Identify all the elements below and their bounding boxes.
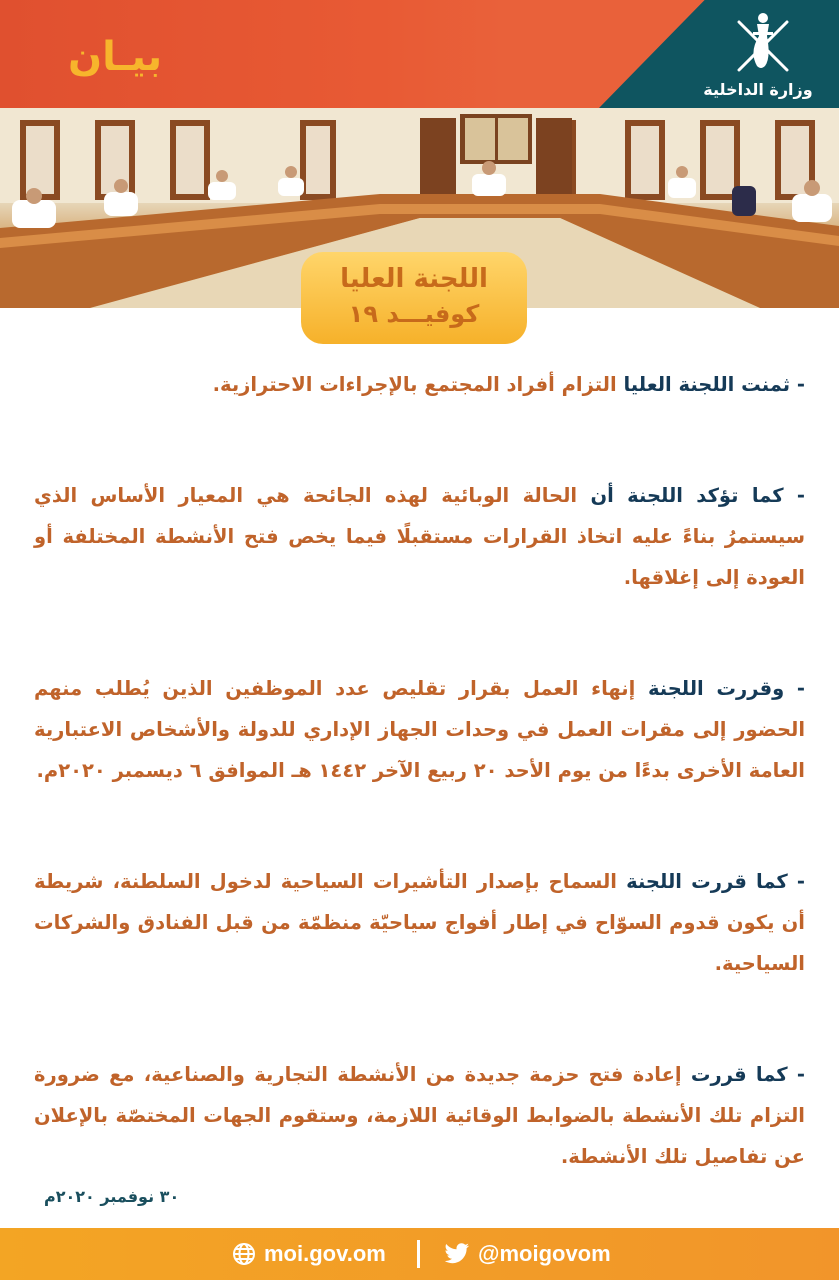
paragraph-highlight: الحالة الوبائية لهذه الجائحة هي المعيار الأساس الذي سيستمرُ بناءً عليه اتخاذ القرارات مستقبلًا فيما يخص فتح الأنشطة المختلفة أو العودة إلى إغلاقها. [34, 484, 805, 589]
website-link[interactable] [232, 1239, 386, 1269]
statement-paragraph [34, 668, 805, 791]
badge-subtitle: كوفيـــد ١٩ [348, 300, 480, 328]
badge-title: اللجنة العليا [340, 264, 488, 294]
footer-bar [0, 1228, 839, 1280]
paragraph-lead: - وقررت اللجنة [635, 677, 805, 700]
ministry-name: وزارة الداخلية [703, 80, 813, 99]
statement-title: بيـان [68, 34, 163, 80]
paragraph-lead: - كما قررت [681, 1063, 805, 1086]
globe-icon [232, 1242, 256, 1266]
paragraph-highlight: إنهاء العمل بقرار تقليص عدد الموظفين الذين يُطلب منهم الحضور إلى مقرات العمل في وحدات الجهاز الإداري للدولة والأشخاص الاعتبارية العامة الأخرى بدءًا من يوم الأحد ٢٠ ربيع الآخر ١٤٤٢ هـ الموافق ٦ ديسمبر ٢٠٢٠م. [34, 677, 805, 782]
paragraph-highlight: السماح بإصدار التأشيرات السياحية لدخول السلطنة، شريطة أن يكون قدوم السوّاح في إطار أفواج سياحيّة منظمّة من قبل الفنادق والشركات السياحية. [34, 870, 805, 975]
paragraph-highlight: التزام أفراد المجتمع بالإجراءات الاحترازية. [212, 373, 617, 396]
paragraph-lead: - كما تؤكد اللجنة أن [577, 484, 805, 507]
paragraph-lead: - كما قررت اللجنة [616, 870, 805, 893]
header-banner [0, 0, 839, 108]
twitter-handle: @moigovom [478, 1241, 611, 1266]
statement-paragraph [34, 1054, 805, 1177]
footer-divider [417, 1240, 420, 1268]
statement-paragraph [34, 475, 805, 598]
paragraph-highlight: إعادة فتح حزمة جديدة من الأنشطة التجارية والصناعية، مع ضرورة التزام تلك الأنشطة بالضوابط الوقائية اللازمة، وستقوم الجهات المختصّة بالإعلان عن تفاصيل تلك الأنشطة. [34, 1063, 805, 1168]
website-text: moi.gov.om [264, 1241, 386, 1266]
twitter-bird-icon [444, 1243, 470, 1265]
statement-body [34, 364, 805, 1247]
statement-paragraph [34, 364, 805, 405]
statement-date: ٣٠ نوفمبر ٢٠٢٠م [44, 1187, 180, 1206]
twitter-link[interactable] [444, 1239, 611, 1269]
paragraph-lead: - ثمنت اللجنة العليا [616, 373, 805, 396]
oman-khanjar-emblem-icon [727, 8, 799, 80]
committee-badge [301, 252, 527, 344]
statement-paragraph [34, 861, 805, 984]
